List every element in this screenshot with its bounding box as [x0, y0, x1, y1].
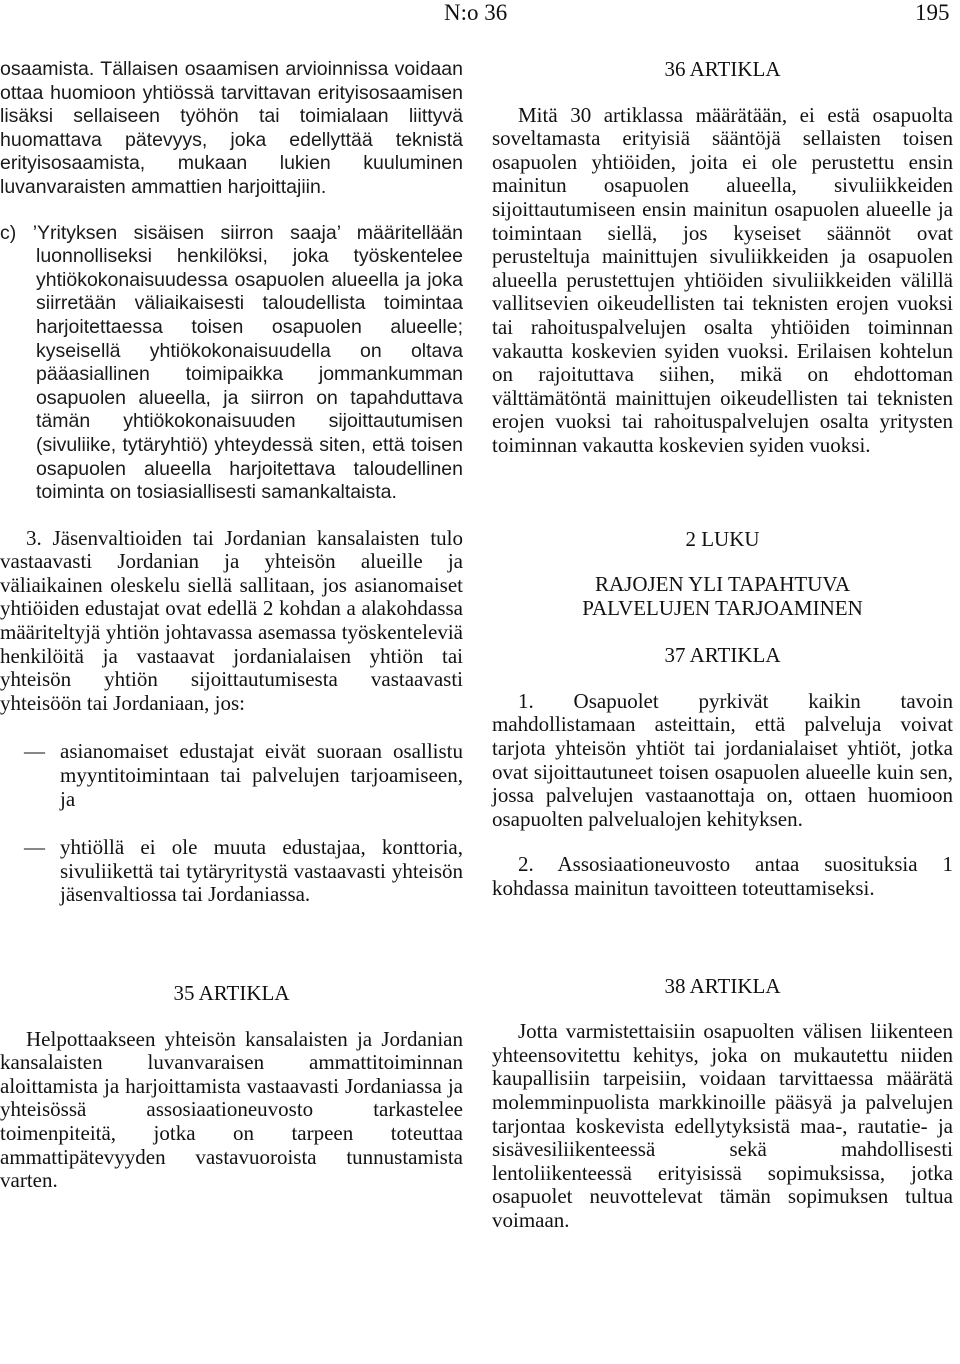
article-37-paragraph-2: 2. Assosiaationeuvosto antaa suosituksia 1 kohdassa mainitun tavoitteen toteuttamiseksi. [492, 852, 953, 901]
dash-item-text: yhtiöllä ei ole muuta edustajaa, konttoria, sivuliikettä tai tytäryritystä vastaavasti yhteisön jäsenvaltiossa tai Jordaniassa. [60, 835, 463, 907]
article-36-heading: 36 ARTIKLA [664, 57, 781, 81]
chapter-title-line-1: RAJOJEN YLI TAPAHTUVA [594, 572, 850, 597]
dash-mark: — [24, 739, 45, 764]
article-37-heading: 37 ARTIKLA [664, 643, 781, 668]
dash-item-text: asianomaiset edustajat eivät suoraan osallistu myyntitoimintaan tai palvelujen tarjoamiseen, ja [60, 739, 463, 811]
definition-c-paragraph: c) ’Yrityksen sisäisen siirron saaja’ määritellään luonnolliseksi henkilöksi, joka työskentelee yhtiökokonaisuudessa osapuolen alueella ja joka siirretään väliaikaisesti taloudellista toimintaa harjoitettaessa toisen osapuolen alueelle; kyseisellä yhtiökokonaisuudella on oltava pääasiallinen toimipaikka jommankumman osapuolen alueella, ja siirron on tapahduttava tämän yhtiökokonaisuuden sijoittautumisen (sivuliike, tytäryhtiö) yhteydessä siten, että toisen osapuolen alueella harjoitettava taloudellinen toiminta on tosiasiallisesti samankaltaista. [0, 221, 463, 504]
dash-list-item [0, 740, 463, 811]
article-36-text: Mitä 30 artiklassa määrätään, ei estä osapuolta soveltamasta erityisiä sääntöjä sellaisten toisen osapuolen yhtiöiden, joita ei ole perustettu ensin mainitun osapuolen alueella, sivuliikkeiden sijoittautumiseen ensin mainitun osapuolen alueelle ja toimintaan siellä, jos kyseiset säännöt ovat perusteltuja mainittujen sivuliikkeiden ja osapuolen alueella perustettujen yhtiöiden sivuliikkeiden välillä vallitsevien oikeudellisten tai teknisten erojen vuoksi tai rahoituspalvelujen osalta yhtiöiden toiminnan vakautta koskevien syiden vuoksi. Erilaisen kohtelun on rajoituttava siihen, mikä on ehdottoman välttämätöntä mainittujen oikeudellisten tai teknisten erojen vuoksi tai rahoituspalvelujen osalta yritysten toiminnan vakautta koskevien syiden vuoksi. [492, 102, 953, 457]
issue-number: N:o 36 [444, 0, 508, 25]
article-38-heading: 38 ARTIKLA [664, 973, 781, 998]
continuation-paragraph: osaamista. Tällaisen osaamisen arvioinnissa voidaan ottaa huomioon yhtiössä tarvittavan erityisosaamisen lisäksi sellaiseen työhön tai toimialaan liittyvä huomattava pätevyys, joka edellyttää teknistä erityisosaamista, mukaan lukien kuuluminen luvanvaraisten ammattien harjoittajiin. [0, 58, 463, 198]
left-column [0, 58, 463, 1193]
dash-mark: — [24, 835, 45, 860]
dash-list-item [0, 836, 463, 907]
page-number: 195 [915, 0, 950, 25]
article-35-heading: 35 ARTIKLA [173, 981, 290, 1005]
article-35-text: Helpottaakseen yhteisön kansalaisten ja Jordanian kansalaisten luvanvaraisen ammattitoiminnan aloittamista ja harjoittamista vastaavasti Jordaniassa ja yhteisössä assosiaationeuvosto tarkastelee toimenpiteitä, jotka on tarpeen toteuttaa ammattipätevyyden vastavuoroista tunnustamista varten. [0, 1026, 463, 1193]
chapter-title-line-2: PALVELUJEN TARJOAMINEN [582, 595, 863, 620]
paragraph-3: 3. Jäsenvaltioiden tai Jordanian kansalaisten tulo vastaavasti Jordanian ja yhteisön alueille ja väliaikainen oleskelu siellä sallitaan, jos asianomaiset yhtiöiden edustajat ovat edellä 2 kohdan a alakohdassa määriteltyjä yhtiön johtavassa asemassa työskenteleviä henkilöitä ja vastaavat jordanialaisen yhtiön tai yhteisön yhtiön sijoittautumisesta vastaavasti yhteisöön tai Jordaniaan, jos: [0, 525, 463, 715]
article-37-paragraph-1: 1. Osapuolet pyrkivät kaikin tavoin mahdollistamaan asteittain, että palveluja voivat tarjota yhteisön yhtiöt tai jordanialaiset yhtiöt, jotka ovat sijoittautuneet toisen osapuolen alueelle kuin sen, jossa palvelujen vastaanottaja on, ottaen huomioon osapuolten palvelualojen kehityksen. [492, 688, 953, 831]
page-header [0, 0, 960, 32]
chapter-heading: 2 LUKU [685, 526, 760, 551]
right-column [492, 58, 953, 1233]
article-38-text: Jotta varmistettaisiin osapuolten välisen liikenteen yhteensovitettu kehitys, joka on mukautettu niiden kaupallisiin tarpeisiin, voidaan tarvittaessa määrätä molemminpuolista markkinoille pääsyä ja palvelujen tarjontaa koskevista edellytyksistä maa-, rautatie- ja sisävesiliikenteessä sekä mahdollisesti lentoliikenteessä erityisissä sopimuksissa, jotka osapuolet neuvottelevat tämän sopimuksen tultua voimaan. [492, 1019, 953, 1232]
